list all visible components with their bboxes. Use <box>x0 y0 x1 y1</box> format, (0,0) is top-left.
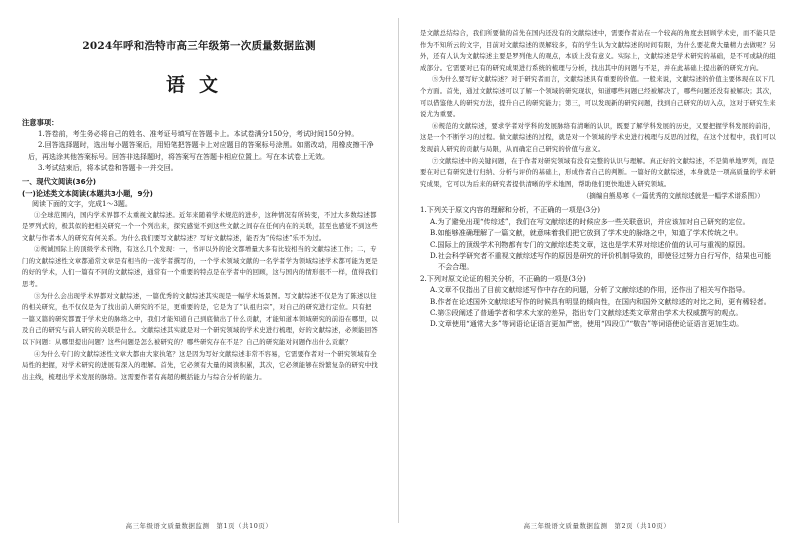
page-2 <box>404 0 790 543</box>
question-option: A.文章不仅指出了目前文献综述写作中存在的问题，分析了文献综述的作用，还作出了相关写作指导。 <box>430 285 750 295</box>
reading-instruction: 阅读下面的文字，完成1～3题。 <box>32 199 132 208</box>
passage-paragraph: ⑥规范的文献综述，要求学者对学科的发展脉络有清晰的认识，既要了解学科发展的历史，又要把握学科发展的前沿，这是一个不断学习的过程。做文献综述的过程，就是对一个领域的学术史进行梳理与反思的过程，在这个过程中，我们可以发现前人研究的贡献与局限，从而确定自己研究的价值与意义。 <box>420 121 776 153</box>
notice-heading: 注意事项： <box>22 118 59 127</box>
question-option: C.国际上的顶级学术刊物都有专门的文献综述类文章，这也是学术界对综述价值的认可与重视的原因。 <box>430 239 750 249</box>
column-divider <box>398 18 399 523</box>
passage-part-2 <box>420 28 780 190</box>
passage-paragraph: ②规诚国际上的顶级学术刊物，有这么几个发现：一，书评以外的论文都增量大多有比较相当的文献综述工作；二，专门的文献综述性文章都通常文章是有相当的一流学者撰写的，一个学术领域文献的一名学者学为领域综述学术都可能为更是的好的学术，人们一篇有不同的文献综述，通常有一个重要的特点是在学者中的回顾，这与国内的情形很不一样，值得我们思考。 <box>22 245 378 289</box>
question-option: D.社会科学研究者不重视文献综述写作的原因是研究的评价机制导致的，即使径过努力自行写作，结果也可能不会合理。 <box>430 250 772 272</box>
section-heading: 一、现代文阅读(36分) <box>22 176 97 186</box>
question-option: B.如能够准确理解了一篇文献，就意味着我们把它放到了学术史的脉络之中，知道了学术传统之中。 <box>430 228 743 238</box>
question-option: D.文章使用“通常大多”等词语论证语言更加严密，使用“四段①”“敬告”等词语使论证语言更加生动。 <box>430 319 744 329</box>
subject-title: 语文 <box>165 74 232 96</box>
passage-paragraph: 是文献总结综合，我们所要做的首先在国内还没有的文献综述中，需要作者站在一个较高的角度去回顾学术史，而不能只是作为不知所云的文字，目前对文献综述的误解较多，有的学生认为文献综述的时间有限，为什么要花费大量精力去做呢？另外，还有人认为文献综述主要是罗列他人的观点，本质上没有意义。实际上，文献综述是学术研究的基础，是不可或缺的组成部分。它需要对已有的研究成果进行系统的梳理与分析，找出其中的问题与不足，并在此基础上提出新的研究方向。 <box>420 29 776 72</box>
question-option: C.第⑤段阐述了普通学者和学术大家的差异，指出专门文献综述类文章常由学术大权威撰写的观点。 <box>430 307 743 317</box>
passage-source: （摘编自熊易寒《一篇优秀的文献综述就是一幅学术谱系图》） <box>582 192 764 201</box>
passage-paragraph: ③为什么会出现学术界都对文献综述，一篇优秀的文献综述其实现是一幅学术场景图。写文献综述不仅是为了陈述以往的相关研究，也不仅仅是为了找出前人研究的不足，更重要的是，它是为了“认祖归宗”，对自己的研究进行定位。只有把一篇又篇的研究都置于学术史的脉络之中，我们才能知道自己到底做出了什么贡献，才能知道本领域研究的前沿在哪里，以及自己的研究与前人研究的关联是什么。文献综述其实就是对一个研究领域的学术史进行梳理，好的文献综述，必须能回答以下问题：从哪里提出问题？这些问题是怎么被研究的？哪些研究存在不足？自己的研究能对问题作出什么贡献？ <box>22 291 378 347</box>
notice-item: 1.答卷前，考生务必将自己的姓名、准考证号填写在答题卡上。本试卷满分150分，考试时间150分钟。 <box>38 129 359 138</box>
question-option: A.为了避免出现“传综述”，我们在写文献综述的时候应多一些关联意识，并应该加对自己研究的定位。 <box>430 216 750 226</box>
question-stem: 2.下列对原文论证的相关分析，不正确的一项是(3分) <box>420 273 586 283</box>
question-1 <box>420 204 778 272</box>
passage-paragraph: ④为什么专门的文献综述性文章大都由大家执笔？这是因为写好文献综述非常不容易，它需要作者对一个研究领域有全局性的把握，对学术研究的进展有深入的理解。首先，它必须有大量的阅读积累，其次，它必须能够在纷繁复杂的研究中找出主线，梳理出学术发展的脉络。这需要作者有高超的概括能力与综合分析的能力。 <box>22 349 378 381</box>
question-2 <box>420 273 778 330</box>
page-1 <box>6 0 392 543</box>
page-footer: 高三年级语文质量数据监测 第1页（共10页） <box>125 522 273 530</box>
question-stem: 1.下列关于原文内容的理解和分析，不正确的一项是(3分) <box>420 205 600 215</box>
page-footer: 高三年级语文质量数据监测 第2页（共10页） <box>523 522 671 530</box>
notice-item: 2.回答选择题时，选出每小题答案后，用铅笔把答题卡上对应题目的答案标号涂黑。如需改动，用橡皮擦干净后，再选涂其他答案标号。回答非选择题时，将答案写在答题卡相应位置上。写在本试卷上无效。 <box>28 141 374 161</box>
exam-title: 2024年呼和浩特市高三年级第一次质量数据监测 <box>82 40 316 52</box>
question-option: B.作者在论述国外文献综述写作的时候具有明显的倾向性，在国内和国外文献综述的对比之间，更有稀轻者。 <box>430 296 771 306</box>
notice-item: 3.考试结束后，将本试卷和答题卡一并交回。 <box>38 164 178 172</box>
passage-paragraph: ①全球范围内，国内学术界都不太重视文献综述。近年来随着学术规范的进步，这种情况有所转变，不过大多数综述都是罗列式的，极其似的把相关研究一个一个列出来，探究感觉不到这些文献之间存在任何内在的关联，甚至也感觉不到这些文献与作者本人的研究有何关系。为什么我们要写文献综述？写好文献综述，能否为“传综述”乐不为过。 <box>22 210 378 242</box>
passage-paragraph: ⑦文献综述中的关键问题，在于作者对研究领域有没有完整的认识与理解。真正好的文献综述，不是简单地罗列，而是要在对已有研究进行归纳、分析与评价的基础上，形成作者自己的判断。一篇好的文献综述，本身就是一项高质量的学术研究成果，它可以为后来的研究者提供清晰的学术地图，帮助他们更快地进入研究领域。 <box>420 156 776 188</box>
subsection-heading: (一)论述类文本阅读(本题共3小题，9分) <box>22 188 153 198</box>
passage-part-1 <box>22 210 378 384</box>
passage-paragraph: ⑤为什么要写好文献综述？对于研究者而言，文献综述具有重要的价值。一般来说，文献综述的价值主要体现在以下几个方面。首先，通过文献综述可以了解一个领域的研究现状，知道哪些问题已经被解决了，哪些问题还没有被解决；其次，可以借鉴他人的研究方法，提升自己的研究能力；第三，可以发现新的研究问题，找到自己研究的切入点，这对于研究生来说尤为重要。 <box>420 75 776 119</box>
notice-block <box>22 117 378 175</box>
